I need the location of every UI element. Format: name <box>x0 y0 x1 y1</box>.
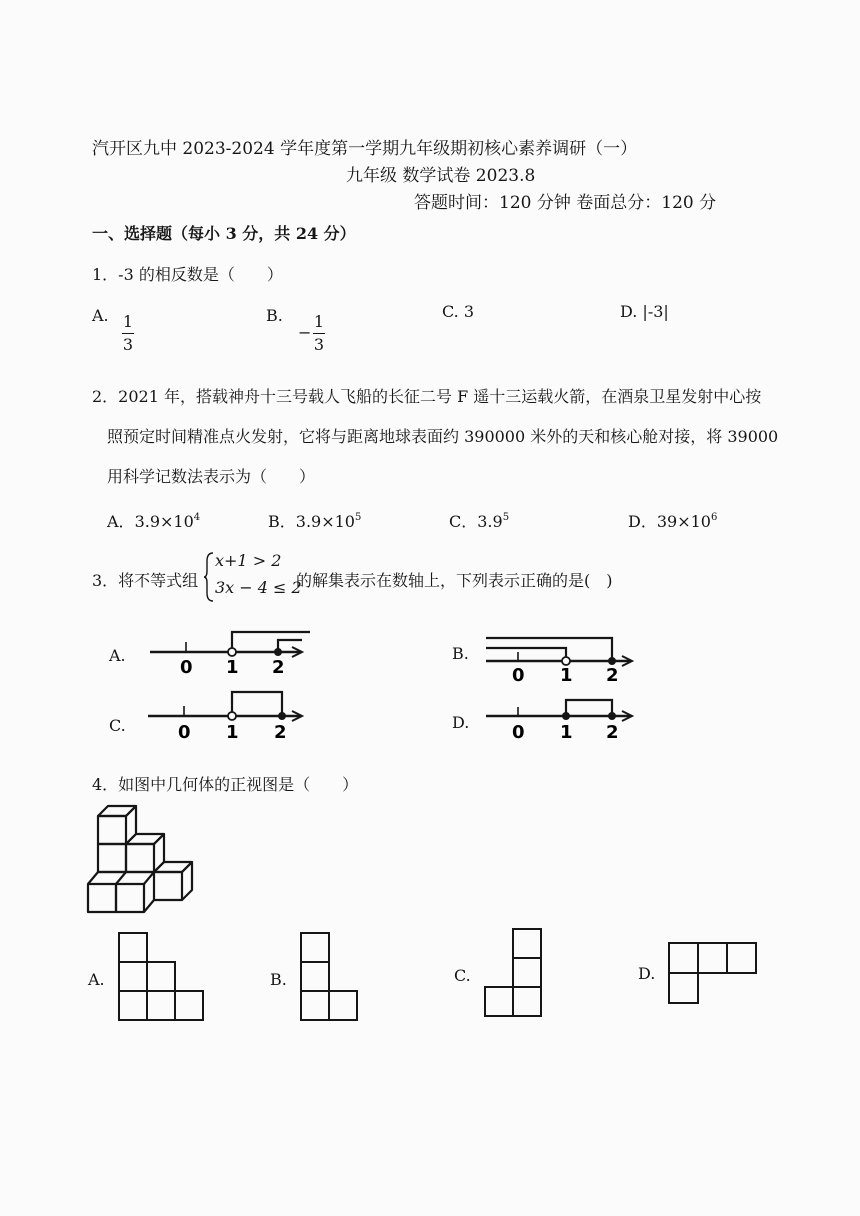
option-label: A． <box>107 512 135 531</box>
question-2-line-2: 照预定时间精准点火发射，它将与距离地球表面约 390000 米外的天和核心舱对接，将 39000 <box>107 427 779 446</box>
question-1-stem: 1．-3 的相反数是（ ） <box>92 265 283 284</box>
q2-option-b <box>268 509 361 532</box>
q1-option-b-label: B. <box>266 306 283 325</box>
q3-option-b-label: B. <box>452 644 469 663</box>
q4-option-d-label: D. <box>638 964 656 983</box>
q4-option-a-view <box>116 930 206 1024</box>
q2-option-a <box>107 509 200 532</box>
q1-option-a-label: A. <box>92 306 109 325</box>
fraction-bar <box>122 333 134 334</box>
q4-option-b-label: B. <box>270 970 287 989</box>
tick-label: 2 <box>274 722 287 742</box>
exponent: 6 <box>710 512 718 523</box>
inequality-1: x+1 > 2 <box>215 551 282 570</box>
inequality-2: 3x − 4 ≤ 2 <box>215 578 302 597</box>
q3-option-c-label: C. <box>109 716 126 735</box>
brace-icon <box>203 551 215 603</box>
q4-option-b-view <box>298 930 362 1024</box>
exponent: 5 <box>502 512 510 523</box>
tick-label: 0 <box>512 665 525 684</box>
tick-label: 2 <box>606 722 619 742</box>
q3-option-d-label: D. <box>452 713 470 732</box>
tick-label: 1 <box>226 722 239 742</box>
option-label: B． <box>268 512 296 531</box>
geometric-solid-figure <box>84 804 204 920</box>
number-line-b <box>480 628 640 684</box>
exam-title: 汽开区九中 2023-2024 学年度第一学期九年级期初核心素养调研（一） <box>92 139 638 159</box>
q1-a-numerator: 1 <box>122 312 134 331</box>
q1-b-denominator: 3 <box>313 335 325 354</box>
option-value: 39×10 <box>656 512 711 531</box>
option-value: 3.9×10 <box>134 512 194 531</box>
q1-option-d: D. |-3| <box>620 302 669 321</box>
tick-label: 0 <box>512 722 525 742</box>
question-3-prefix: 3．将不等式组 <box>92 571 199 590</box>
option-label: C． <box>449 512 478 531</box>
number-line-c <box>140 684 320 742</box>
option-label: D． <box>628 512 657 531</box>
q1-option-b-fraction <box>313 312 325 355</box>
question-2-line-1: 2．2021 年，搭载神舟十三号载人飞船的长征二号 F 遥十三运载火箭，在酒泉卫星发射中心按 <box>92 387 762 406</box>
tick-label: 1 <box>560 722 573 742</box>
number-line-a <box>140 624 320 676</box>
q2-option-c <box>449 509 509 532</box>
q4-option-c-label: C. <box>454 966 471 985</box>
tick-label: 0 <box>178 722 191 742</box>
q1-option-c: C. 3 <box>442 302 475 321</box>
q4-option-d-view <box>666 940 760 1006</box>
q1-option-a-fraction <box>122 312 134 355</box>
exam-time-info: 答题时间：120 分钟 卷面总分：120 分 <box>414 193 717 213</box>
tick-label: 2 <box>272 657 285 676</box>
section-heading: 一、选择题（每小 3 分，共 24 分） <box>92 224 356 243</box>
exam-subtitle: 九年级 数学试卷 2023.8 <box>346 166 536 186</box>
tick-label: 1 <box>560 665 573 684</box>
tick-label: 1 <box>226 657 239 676</box>
question-3-suffix: 的解集表示在数轴上，下列表示正确的是( ) <box>296 571 613 590</box>
q4-option-a-label: A. <box>88 970 105 989</box>
q3-option-a-label: A. <box>109 646 126 665</box>
question-2-line-3: 用科学记数法表示为（ ） <box>107 467 316 486</box>
q1-a-denominator: 3 <box>122 335 134 354</box>
exponent: 5 <box>354 512 362 523</box>
exponent: 4 <box>193 512 201 523</box>
q2-option-d <box>628 509 717 532</box>
number-line-d <box>480 686 640 742</box>
option-value: 3.9 <box>477 512 503 531</box>
fraction-bar <box>313 333 325 334</box>
option-value: 3.9×10 <box>295 512 355 531</box>
tick-label: 2 <box>606 665 619 684</box>
tick-label: 0 <box>180 657 193 676</box>
question-4-stem: 4．如图中几何体的正视图是（ ） <box>92 775 359 794</box>
q4-option-c-view <box>482 926 546 1020</box>
q1-b-numerator: 1 <box>313 312 325 331</box>
q1-option-b-sign: − <box>298 323 312 342</box>
